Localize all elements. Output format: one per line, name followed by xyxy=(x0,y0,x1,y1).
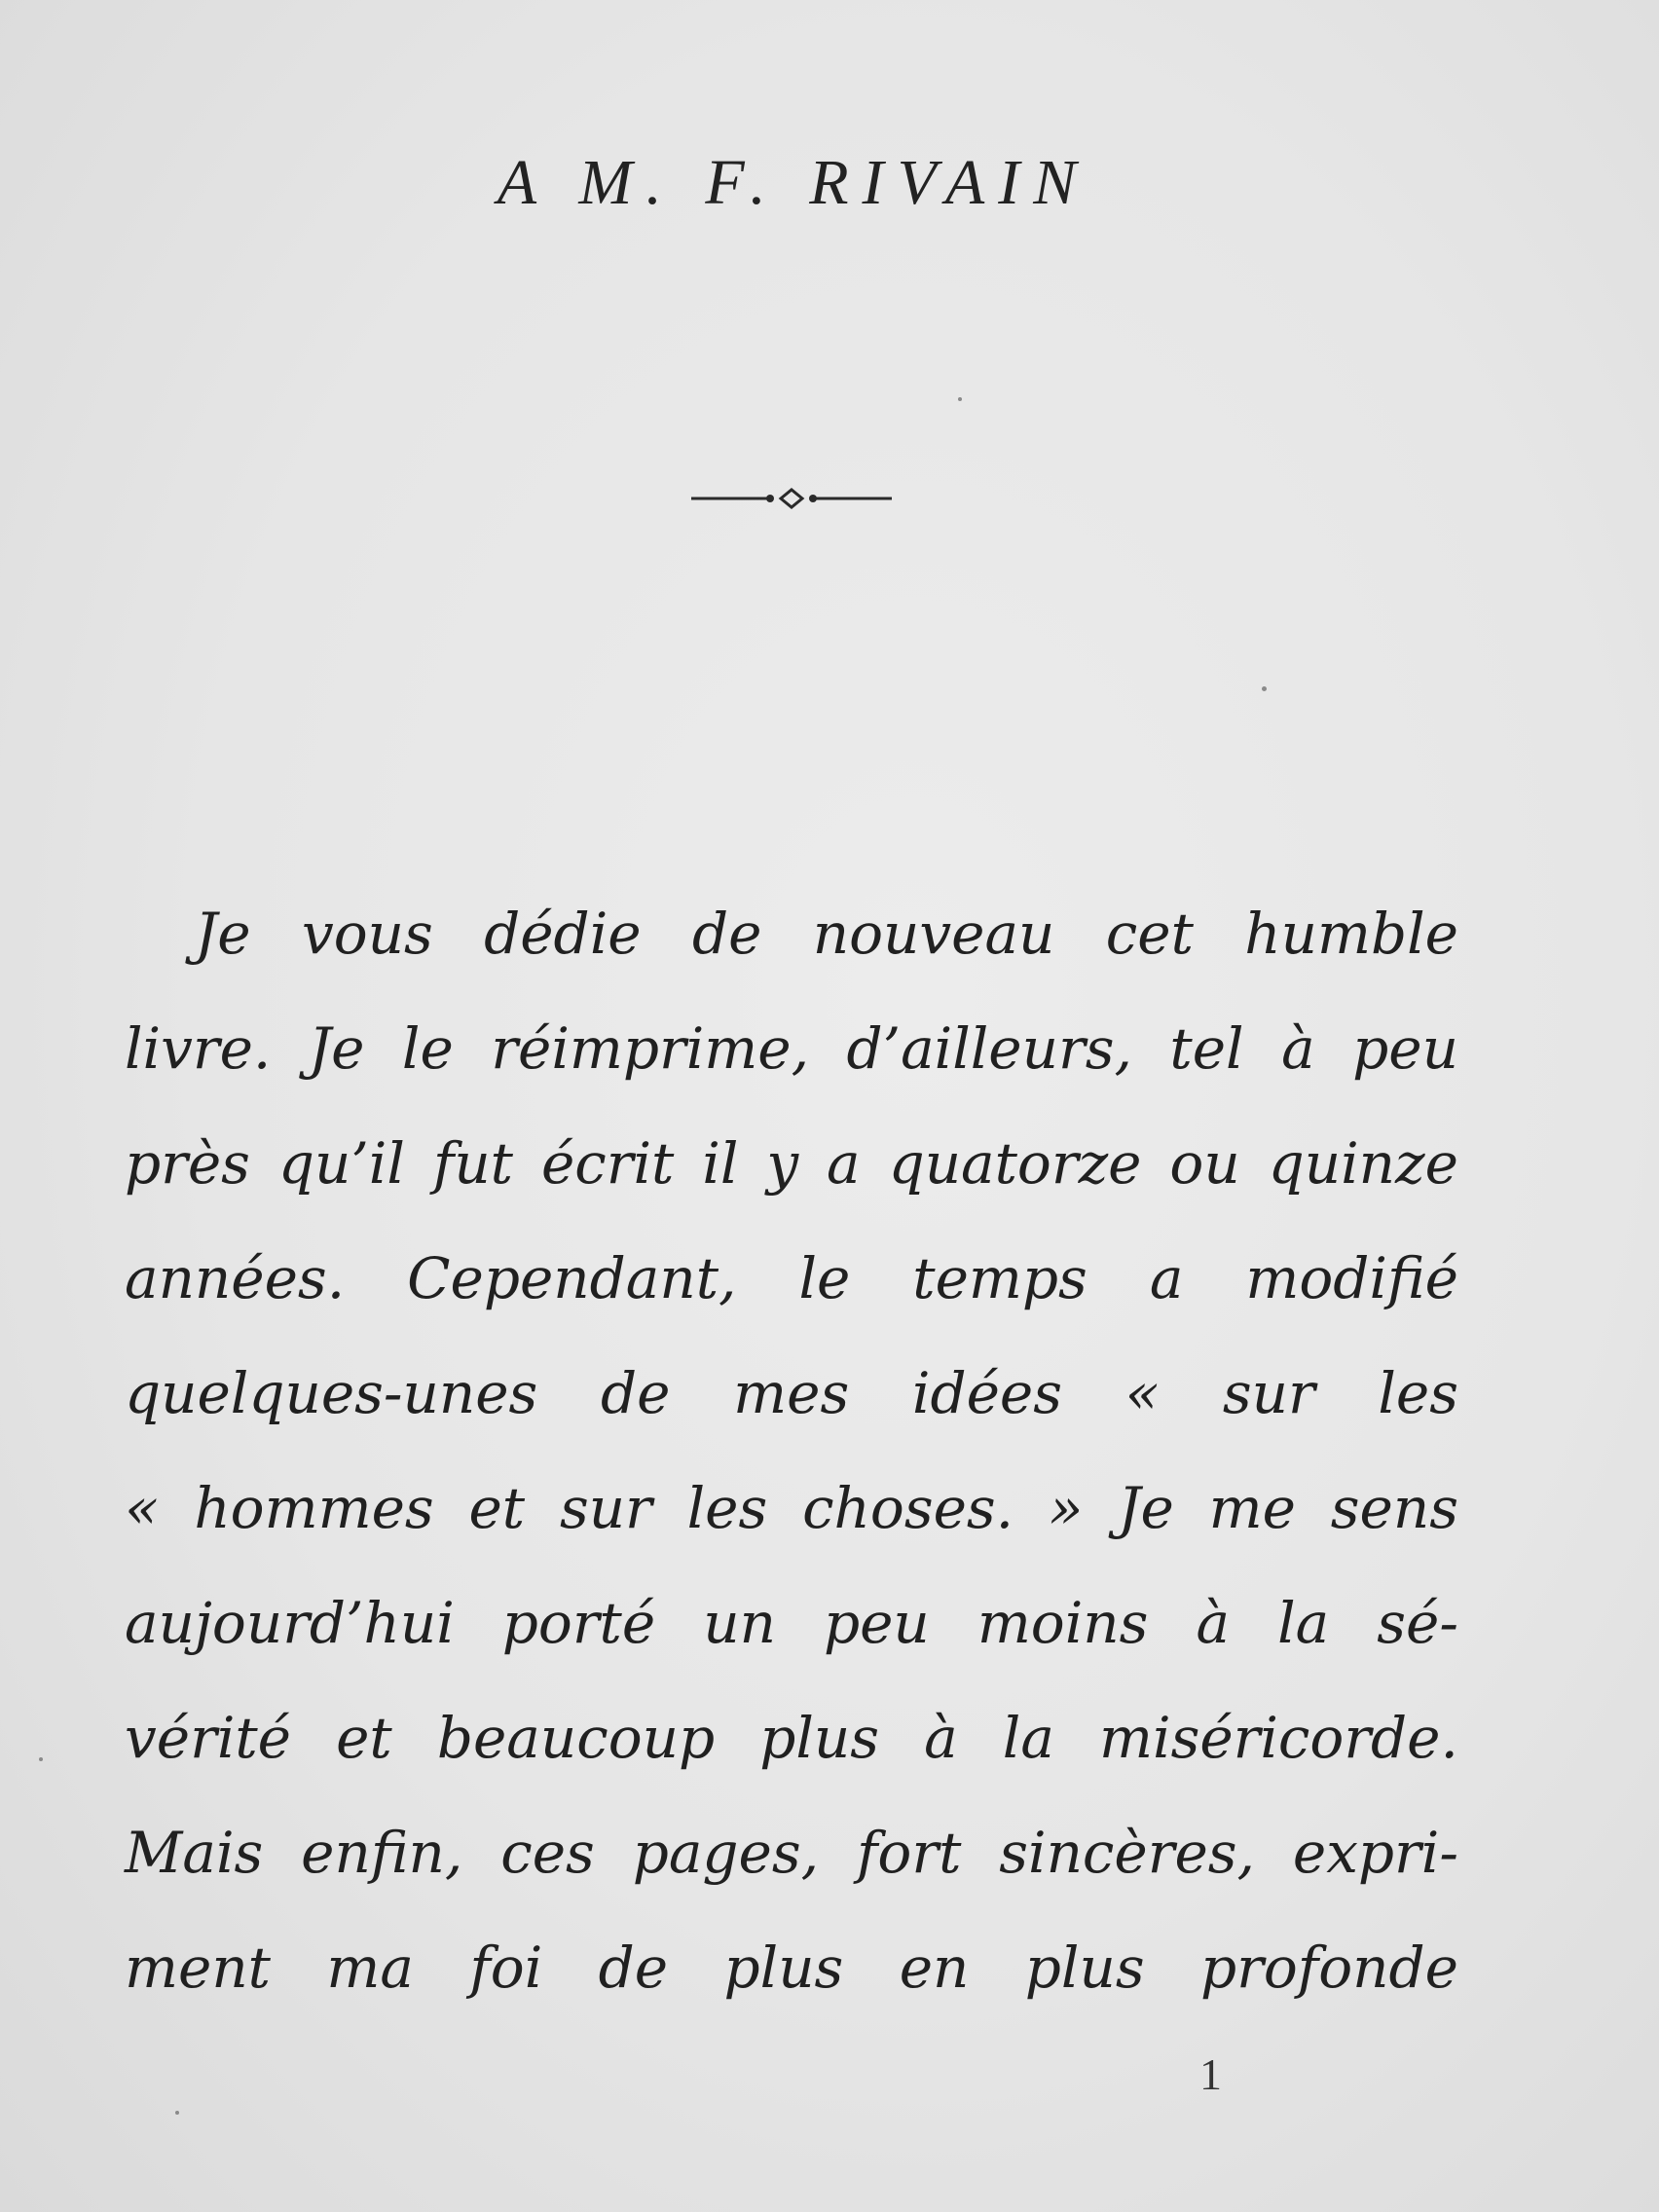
paper-speck xyxy=(175,2111,179,2115)
word: « xyxy=(1124,1360,1161,1426)
word: dédie xyxy=(484,901,642,967)
word: expri- xyxy=(1292,1820,1458,1886)
word: Mais xyxy=(125,1820,264,1886)
paper-speck xyxy=(39,1757,43,1761)
word: Je xyxy=(1118,1475,1174,1541)
word: ma xyxy=(326,1935,414,2001)
word: sur xyxy=(1222,1360,1315,1426)
word: beaucoup xyxy=(436,1705,716,1771)
word: il xyxy=(702,1130,739,1197)
word: hommes xyxy=(194,1475,434,1541)
word: sens xyxy=(1330,1475,1458,1541)
text-line xyxy=(125,1680,1458,1795)
word: me xyxy=(1208,1475,1296,1541)
word: profonde xyxy=(1199,1935,1458,2001)
word: la xyxy=(1002,1705,1054,1771)
text-line xyxy=(125,1566,1458,1680)
word: qu’il xyxy=(277,1130,405,1197)
word: le xyxy=(798,1245,851,1311)
fleuron-rule-icon xyxy=(687,484,896,513)
word: plus xyxy=(1024,1935,1145,2001)
word: fut xyxy=(432,1130,513,1197)
word: et xyxy=(468,1475,526,1541)
word: Cependant, xyxy=(407,1245,737,1311)
word: les xyxy=(1378,1360,1458,1426)
word: près xyxy=(125,1130,250,1197)
word: plus xyxy=(759,1705,879,1771)
word: peu xyxy=(823,1590,930,1656)
word: vous xyxy=(301,901,433,967)
word: de xyxy=(691,901,762,967)
word: fort xyxy=(856,1820,962,1886)
word: aujourd’hui xyxy=(125,1590,455,1656)
word: tel xyxy=(1169,1015,1244,1082)
word: les xyxy=(686,1475,768,1541)
word: en xyxy=(899,1935,970,2001)
word: sincères, xyxy=(999,1820,1255,1886)
word: à xyxy=(1281,1015,1315,1082)
word: quinze xyxy=(1268,1130,1458,1197)
text-line xyxy=(125,1221,1458,1336)
word: livre. xyxy=(125,1015,272,1082)
word: a xyxy=(827,1130,861,1197)
text-line xyxy=(125,1910,1458,2025)
word: ou xyxy=(1169,1130,1240,1197)
word: d’ailleurs, xyxy=(846,1015,1132,1082)
word: quelques-unes xyxy=(125,1360,538,1426)
word: foi xyxy=(469,1935,543,2001)
word: années. xyxy=(125,1245,346,1311)
word: plus xyxy=(723,1935,844,2001)
word: enfin, xyxy=(301,1820,463,1886)
word: écrit xyxy=(540,1130,675,1197)
word: miséricorde. xyxy=(1099,1705,1458,1771)
word: un xyxy=(703,1590,776,1656)
text-line xyxy=(125,1795,1458,1910)
word: moins xyxy=(977,1590,1149,1656)
word: ces xyxy=(500,1820,595,1886)
text-line xyxy=(125,991,1458,1106)
word: et xyxy=(336,1705,392,1771)
word: peu xyxy=(1352,1015,1458,1082)
dedication-paragraph xyxy=(125,876,1458,2025)
paper-speck xyxy=(958,397,962,401)
word: mes xyxy=(733,1360,850,1426)
word: la xyxy=(1277,1590,1330,1656)
word: choses. xyxy=(802,1475,1014,1541)
word: modifié xyxy=(1245,1245,1458,1311)
word: porté xyxy=(501,1590,656,1656)
word: temps xyxy=(912,1245,1088,1311)
word: quatorze xyxy=(888,1130,1142,1197)
word: de xyxy=(601,1360,671,1426)
word: Je xyxy=(308,1015,365,1082)
word: de xyxy=(598,1935,669,2001)
page-number: 1 xyxy=(1199,2049,1222,2099)
word: » xyxy=(1048,1475,1084,1541)
text-line xyxy=(125,1451,1458,1566)
word: ment xyxy=(125,1935,271,2001)
word: à xyxy=(1196,1590,1231,1656)
word: idées xyxy=(911,1360,1062,1426)
text-line xyxy=(125,1106,1458,1221)
word: cet xyxy=(1105,901,1194,967)
word: à xyxy=(924,1705,958,1771)
word: a xyxy=(1149,1245,1184,1311)
word: « xyxy=(125,1475,160,1541)
word: nouveau xyxy=(812,901,1055,967)
dedication-heading: A M. F. RIVAIN xyxy=(497,147,1090,218)
paper-speck xyxy=(1262,686,1267,691)
word: y xyxy=(766,1130,799,1197)
word: sur xyxy=(559,1475,652,1541)
word: sé- xyxy=(1377,1590,1458,1656)
word: le xyxy=(401,1015,454,1082)
text-line xyxy=(125,1336,1458,1451)
word: pages, xyxy=(632,1820,820,1886)
text-line xyxy=(125,876,1458,991)
word: vérité xyxy=(125,1705,291,1771)
word: Je xyxy=(195,901,251,967)
word: humble xyxy=(1244,901,1458,967)
word: réimprime, xyxy=(491,1015,810,1082)
